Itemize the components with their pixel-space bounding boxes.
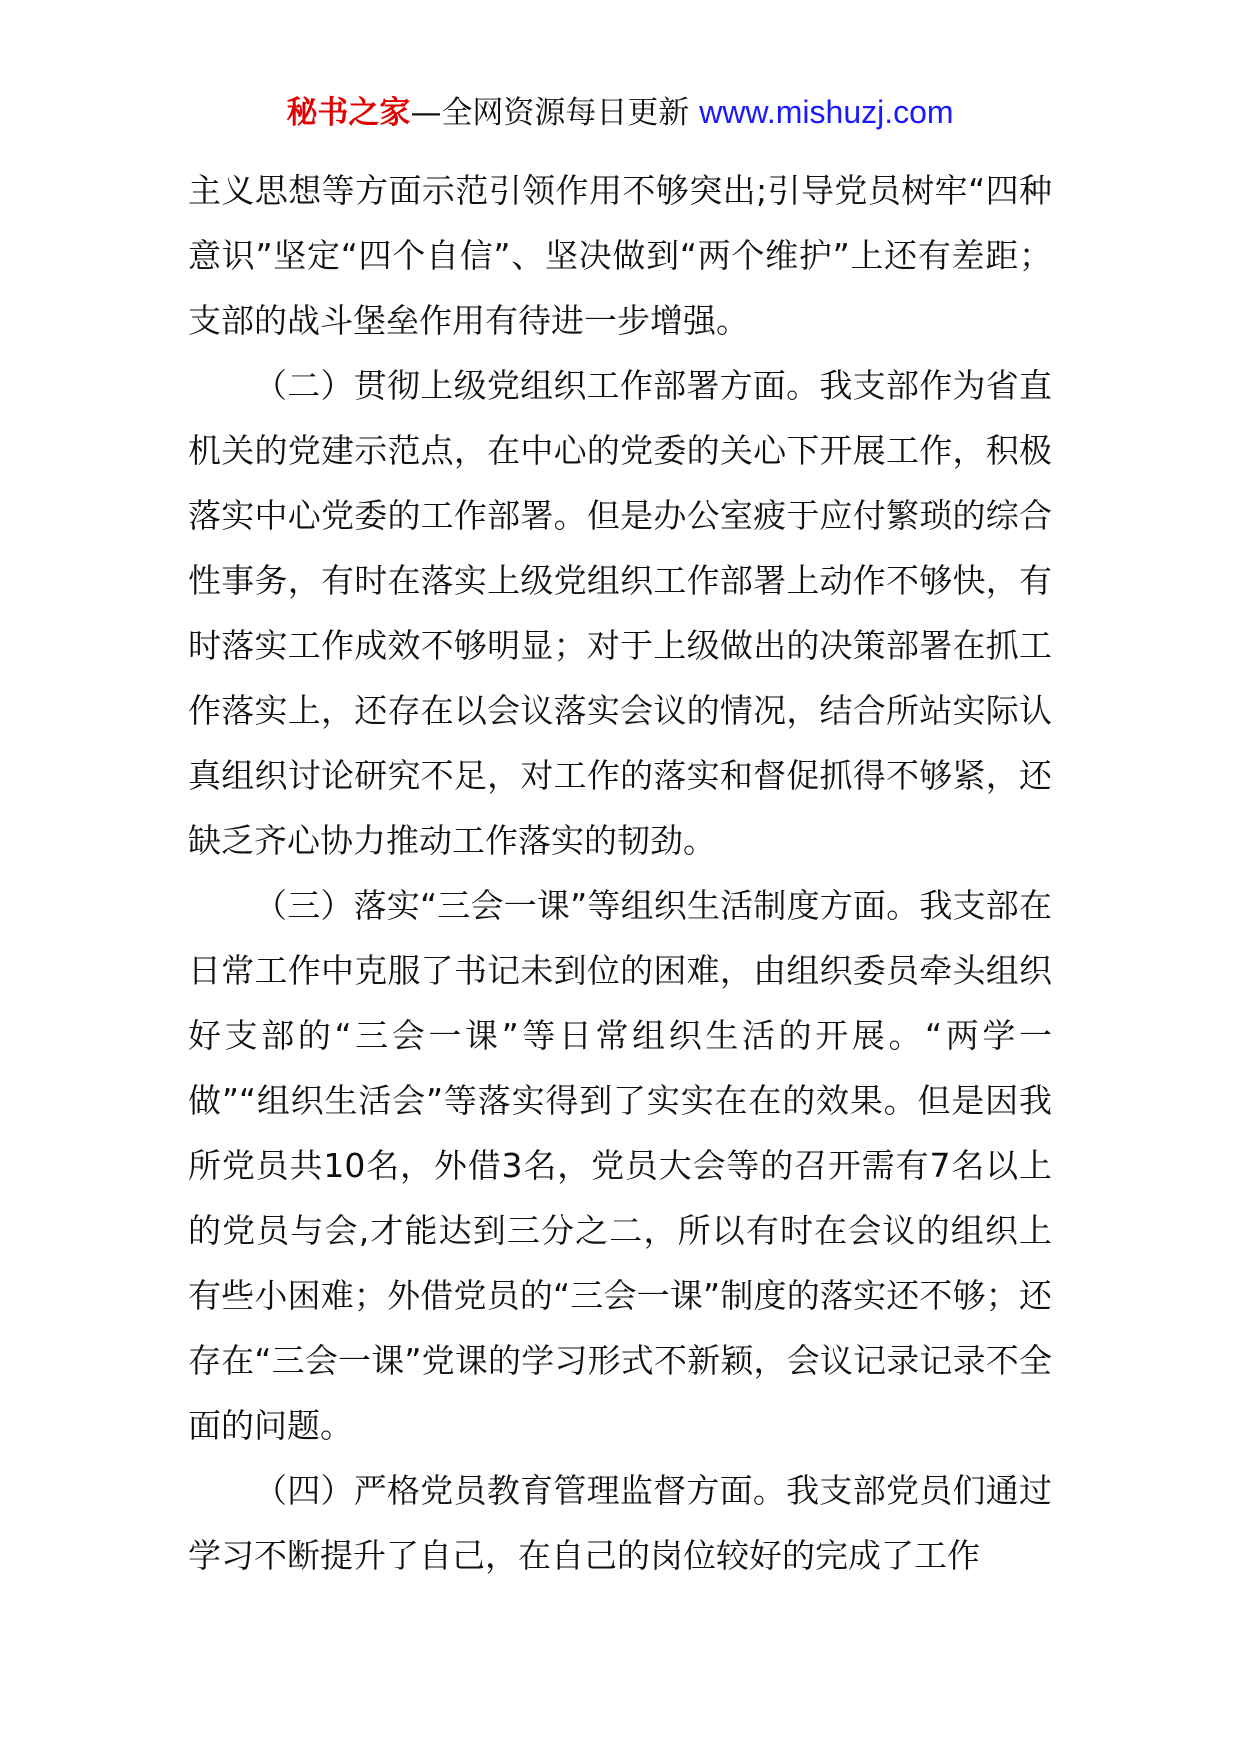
header-tagline: —全网资源每日更新 (410, 95, 690, 131)
page-header (0, 92, 1240, 133)
website-link[interactable]: www.mishuzj.com (699, 94, 954, 130)
paragraph-section-4: （四）严格党员教育管理监督方面。我支部党员们通过学习不断提升了自己，在自己的岗位较好的完成了工作 (188, 1471, 1052, 1575)
brand-name: 秘书之家 (286, 95, 411, 131)
paragraph-continuation: 主义思想等方面示范引领作用不够突出;引导党员树牢“四种意识”坚定“四个自信”、坚决做到“两个维护”上还有差距；支部的战斗堡垒作用有待进一步增强。 (188, 171, 1052, 340)
document-body (188, 158, 1052, 1588)
paragraph-section-2: （二）贯彻上级党组织工作部署方面。我支部作为省直机关的党建示范点，在中心的党委的关心下开展工作，积极落实中心党委的工作部署。但是办公室疲于应付繁琐的综合性事务，有时在落实上级党组织工作部署上动作不够快，有时落实工作成效不够明显；对于上级做出的决策部署在抓工作落实上，还存在以会议落实会议的情况，结合所站实际认真组织讨论研究不足，对工作的落实和督促抓得不够紧，还缺乏齐心协力推动工作落实的韧劲。 (188, 366, 1052, 860)
paragraph-section-3: （三）落实“三会一课”等组织生活制度方面。我支部在日常工作中克服了书记未到位的困难，由组织委员牵头组织好支部的“三会一课”等日常组织生活的开展。“两学一做”“组织生活会”等落实得到了实实在在的效果。但是因我所党员共10名，外借3名，党员大会等的召开需有7名以上的党员与会,才能达到三分之二，所以有时在会议的组织上有些小困难；外借党员的“三会一课”制度的落实还不够；还存在“三会一课”党课的学习形式不新颖，会议记录记录不全面的问题。 (188, 886, 1052, 1445)
